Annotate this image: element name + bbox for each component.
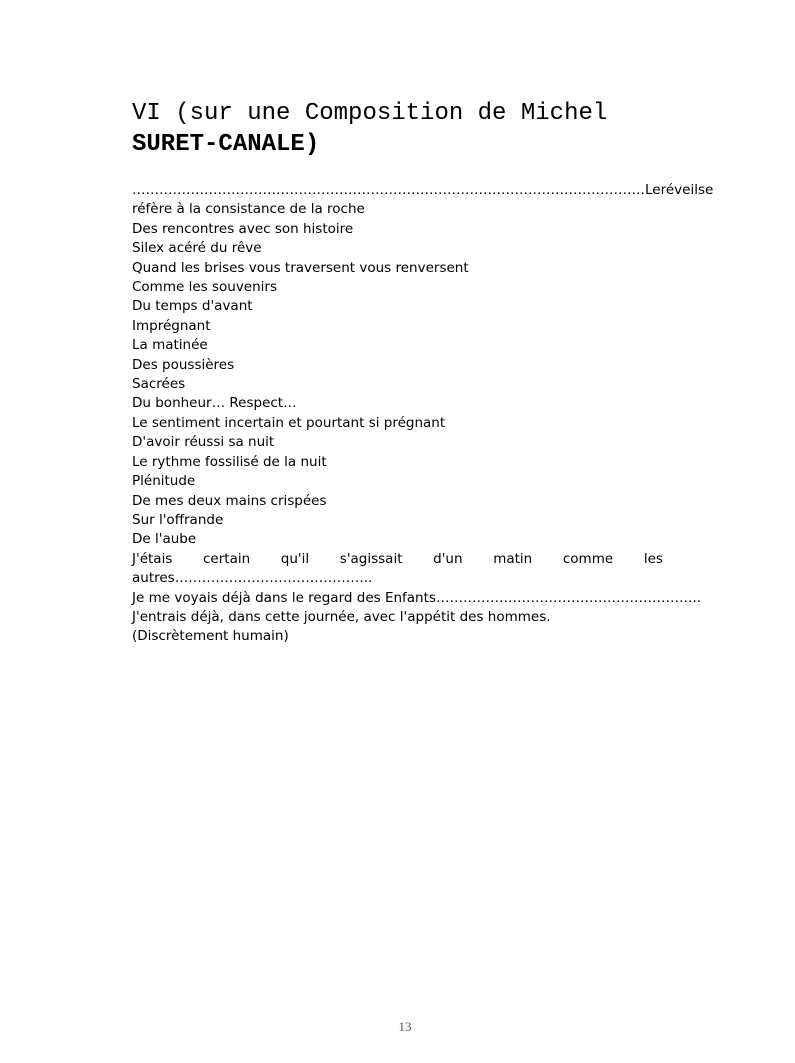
poem-line: Des rencontres avec son histoire — [132, 220, 354, 237]
poem-line: Sacrées — [132, 376, 186, 393]
poem-line: Quand les brises vous traversent vous renversent — [132, 259, 469, 276]
poem-line: Des poussières — [132, 356, 235, 373]
poem-line: J'entrais déjà, dans cette journée, avec l'appétit des hommes. — [132, 608, 551, 625]
poem-line: Silex acéré du rêve — [132, 240, 262, 257]
page-number: 13 — [398, 1019, 412, 1034]
poem-line: Le sentiment incertain et pourtant si prégnant — [132, 414, 446, 431]
poem-line: J'étais certain qu'il s'agissait d'un matin comme les — [132, 550, 663, 567]
poem-line: De l'aube — [132, 531, 197, 548]
poem-line: autres…………………………………….. — [132, 570, 373, 587]
poem-title-line-1: VI (sur une Composition de Michel — [132, 100, 608, 127]
poem-line: Le rythme fossilisé de la nuit — [132, 453, 327, 470]
poem-line: Imprégnant — [132, 317, 211, 334]
poem-line: (Discrètement humain) — [132, 628, 289, 645]
poem-body — [132, 181, 714, 647]
poem-line: Comme les souvenirs — [132, 279, 277, 296]
poem-line: De mes deux mains crispées — [132, 492, 327, 509]
poem-line: réfère à la consistance de la roche — [132, 201, 365, 218]
poem-line: La matinée — [132, 337, 208, 354]
poem-line: Du temps d'avant — [132, 298, 253, 315]
poem-line: Sur l'offrande — [132, 511, 224, 528]
poem-line: ……………………………………………………………………………………………………Le réveil se — [132, 182, 714, 198]
poem-title-line-2: SURET-CANALE) — [132, 131, 320, 158]
poem-line: Je me voyais déjà dans le regard des Enfants………………………………………………….. — [132, 589, 702, 606]
poem-line: Plénitude — [132, 473, 196, 490]
poem-title — [132, 98, 672, 160]
poem-line: Du bonheur… Respect… — [132, 395, 297, 412]
poem-line: D'avoir réussi sa nuit — [132, 434, 275, 451]
